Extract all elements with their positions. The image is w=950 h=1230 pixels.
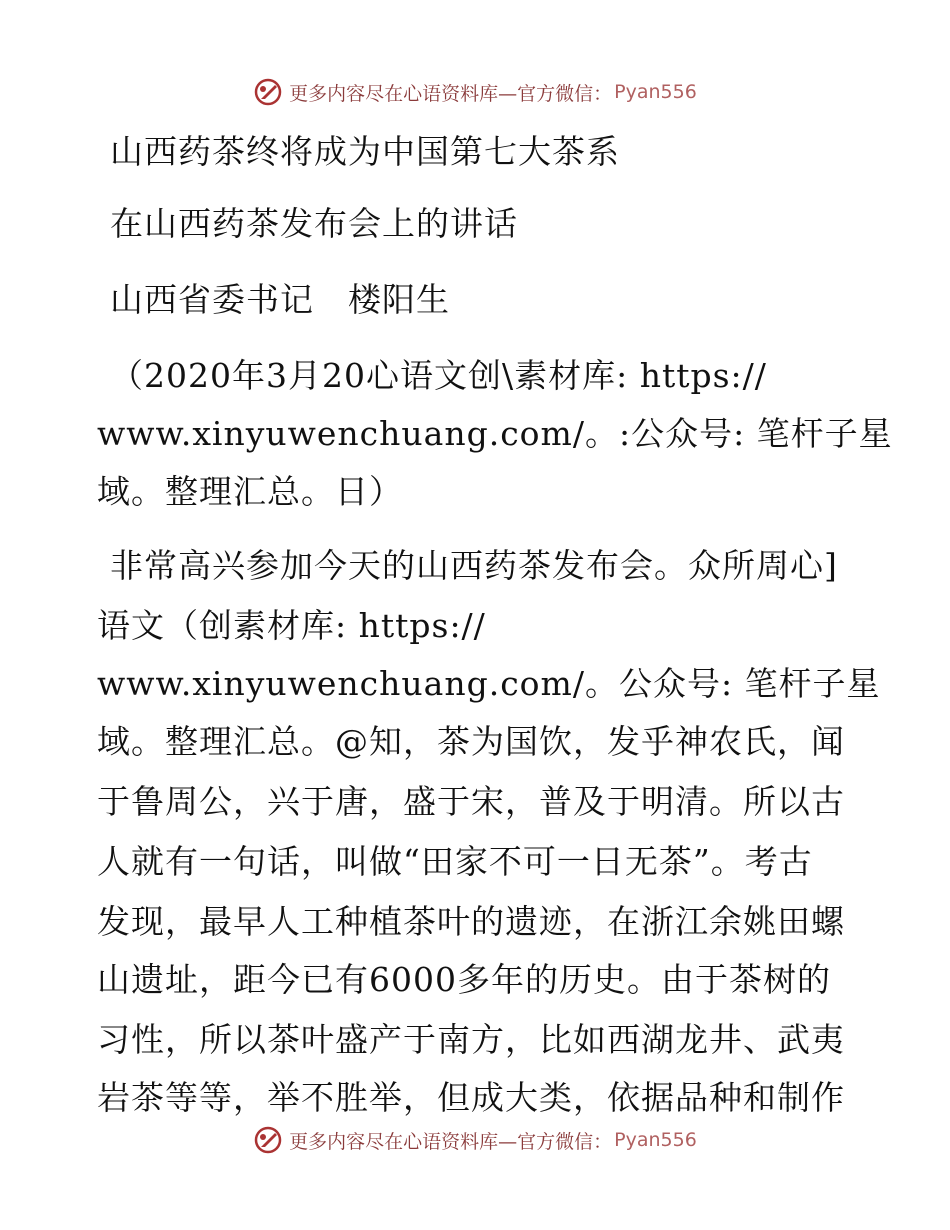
date-note-line: www.xinyuwenchuang.com/。:公众号: 笔杆子星 [97, 414, 893, 453]
body-line: 域。整理汇总。@知，茶为国饮，发乎神农氏，闻 [97, 722, 845, 761]
date-note-line: 域。整理汇总。日） [97, 472, 403, 511]
body-line: 岩茶等等，举不胜举，但成大类，依据品种和制作 [97, 1078, 845, 1117]
body-line: 山遗址，距今已有6000多年的历史。由于茶树的 [97, 960, 831, 999]
body-line: www.xinyuwenchuang.com/。公众号: 笔杆子星 [97, 664, 881, 703]
date-note-line: （2020年3月20心语文创\素材库: https:// [110, 356, 767, 395]
header-banner [0, 72, 950, 112]
author-line: 山西省委书记 楼阳生 [110, 280, 450, 319]
footer-banner [0, 1120, 950, 1160]
title-line: 山西药茶终将成为中国第七大茶系 [110, 132, 620, 171]
body-line: 发现，最早人工种植茶叶的遗迹，在浙江余姚田螺 [97, 902, 845, 941]
banner-wechat-id: Pyan556 [614, 81, 697, 103]
body-line: 语文（创素材库: https:// [97, 606, 486, 645]
banner-text: 更多内容尽在心语资料库—官方微信： [289, 82, 613, 105]
body-line: 习性，所以茶叶盛产于南方，比如西湖龙井、武夷 [97, 1020, 845, 1059]
quill-logo-icon [253, 1125, 283, 1155]
body-line: 于鲁周公，兴于唐，盛于宋，普及于明清。所以古 [97, 782, 845, 821]
banner-wechat-id: Pyan556 [614, 1129, 697, 1151]
body-line: 人就有一句话，叫做“田家不可一日无茶”。考古 [97, 842, 813, 881]
banner-text: 更多内容尽在心语资料库—官方微信： [289, 1130, 613, 1153]
body-line: 非常高兴参加今天的山西药茶发布会。众所周心] [110, 546, 838, 585]
subtitle-line: 在山西药茶发布会上的讲话 [110, 204, 518, 243]
quill-logo-icon [253, 77, 283, 107]
